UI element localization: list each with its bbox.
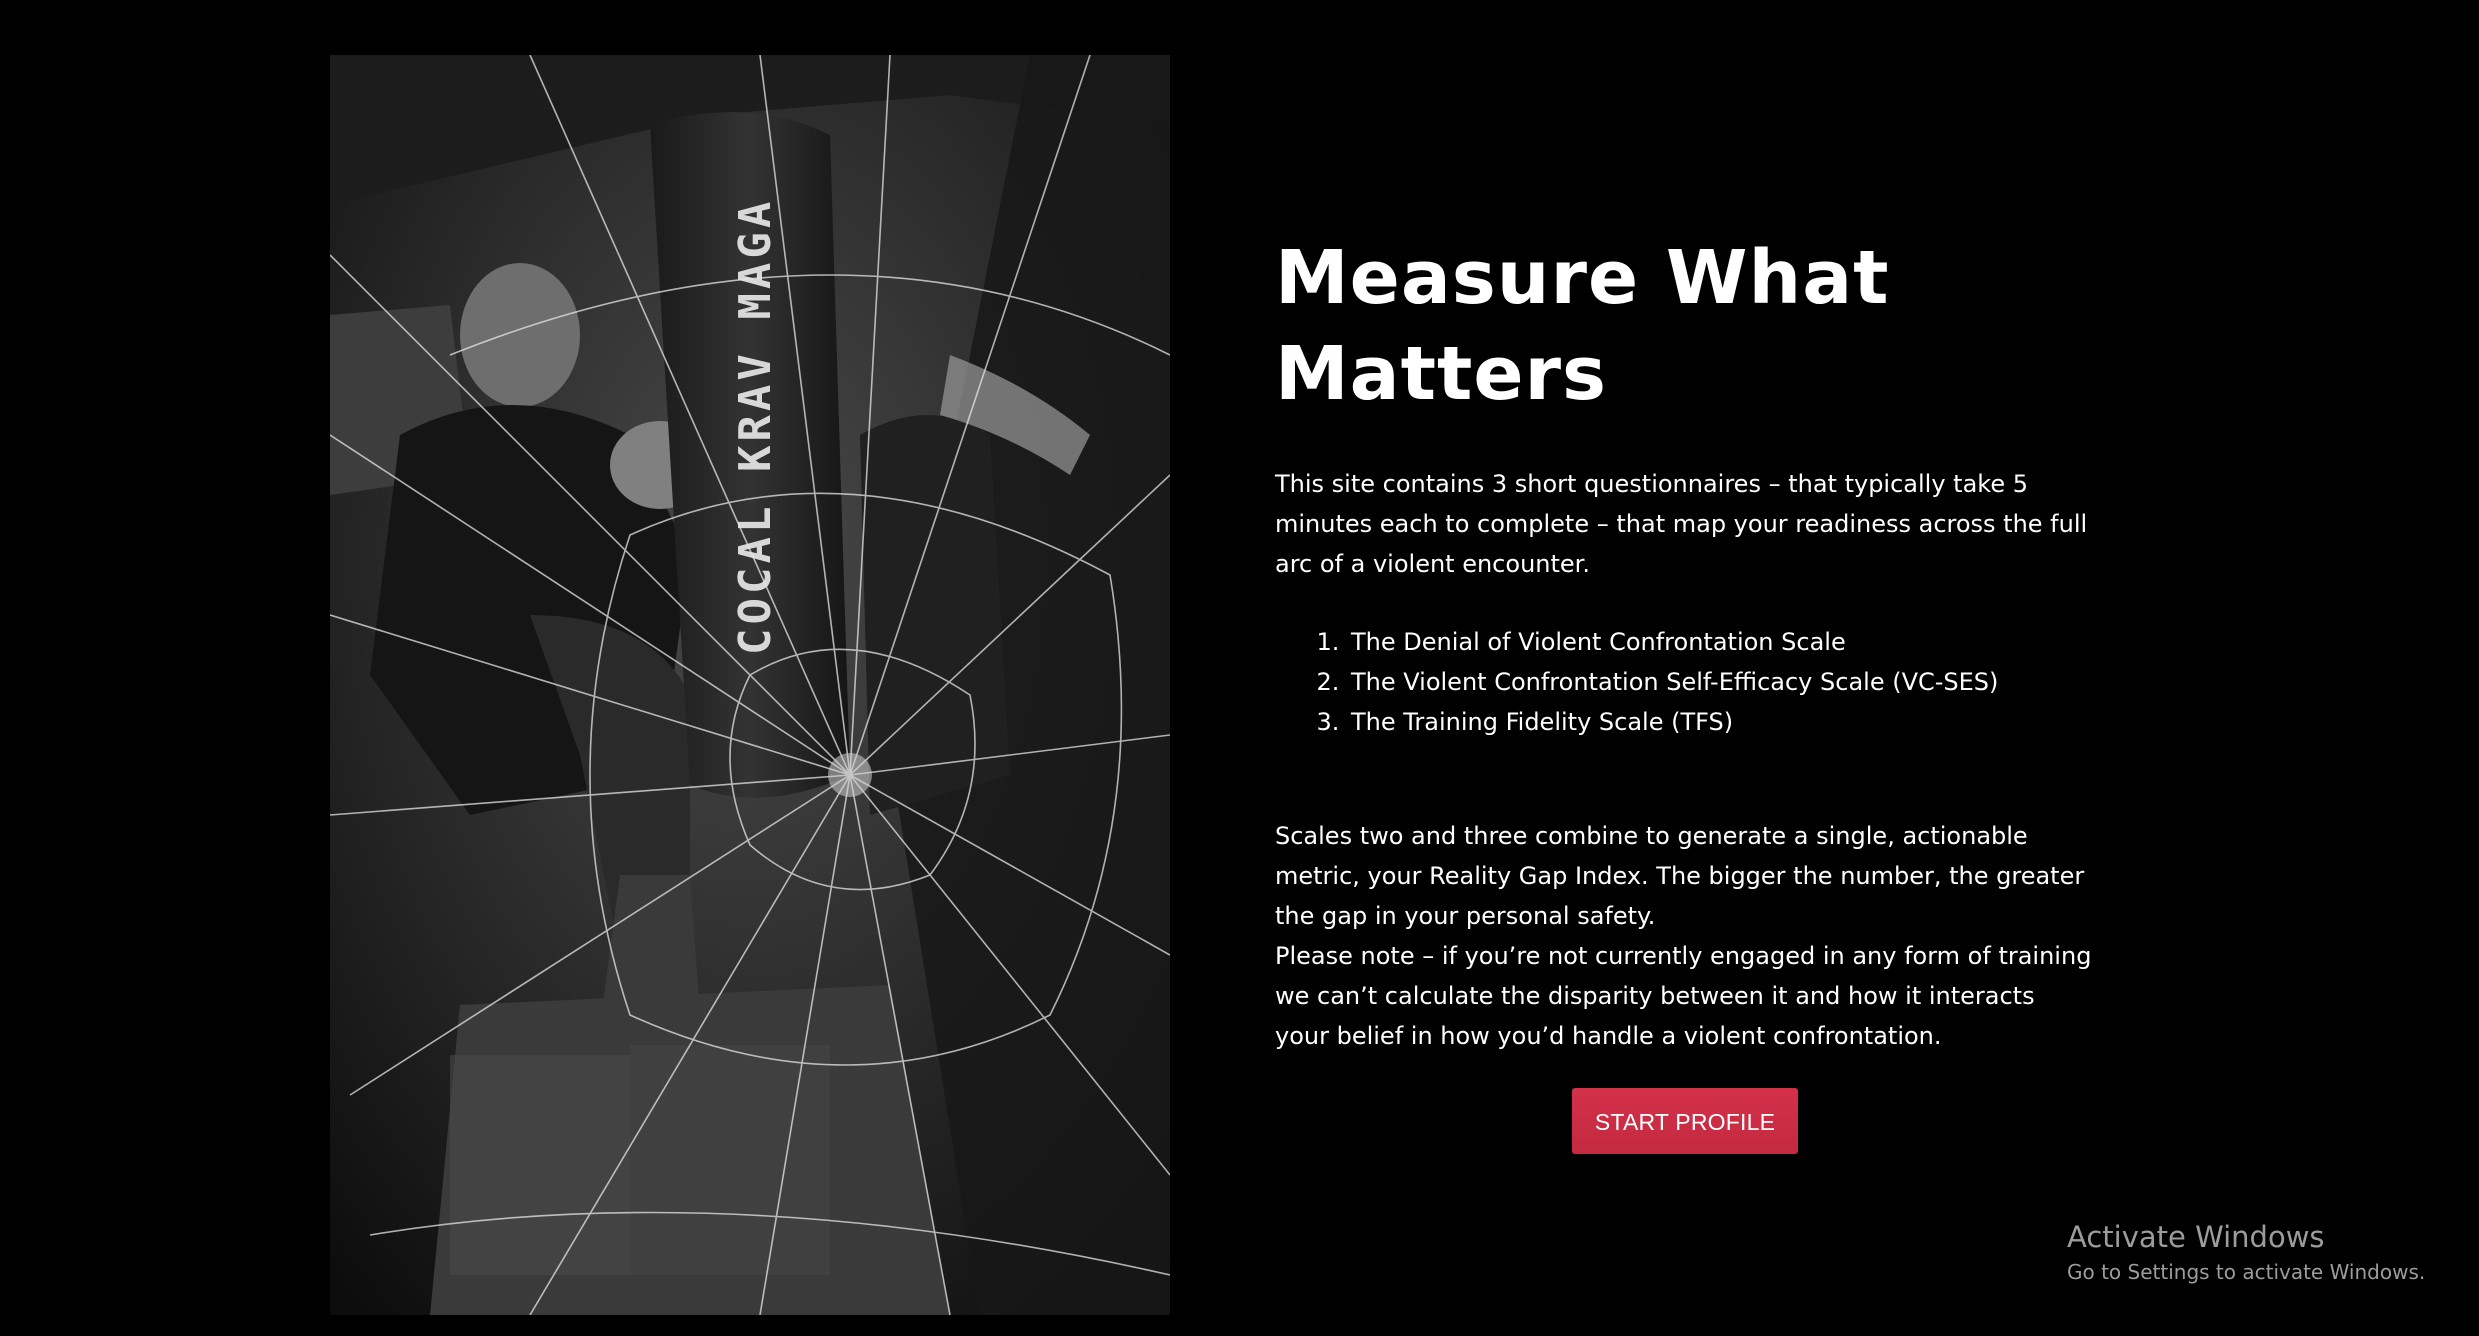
list-item: 2. The Violent Confrontation Self-Efficacy Scale (VC-SES) [1347, 662, 2095, 702]
watermark-title: Activate Windows [2067, 1220, 2325, 1254]
krav-maga-photo-image [330, 55, 1170, 1315]
scale-list [1275, 622, 2095, 742]
reality-gap-text: Scales two and three combine to generate a single, actionable metric, your Reality Gap Index. The bigger the number, the greater the gap in your personal safety. [1275, 822, 2085, 930]
cta-wrapper [1275, 1088, 2095, 1154]
watermark-subtitle: Go to Settings to activate Windows. [2067, 1260, 2426, 1284]
intro-section [1275, 230, 2095, 1154]
intro-text: This site contains 3 short questionnaires – that typically take 5 minutes each to complete – that map your readiness across the full arc of a violent encounter. [1275, 470, 2088, 578]
hero-photo [330, 55, 1170, 1315]
list-item: 1. The Denial of Violent Confrontation Scale [1347, 622, 2095, 662]
bag-lettering: COCAL KRAV MAGA [730, 197, 781, 655]
start-profile-button[interactable]: START PROFILE [1572, 1088, 1798, 1154]
list-item: 3. The Training Fidelity Scale (TFS) [1347, 702, 2095, 742]
windows-activation-watermark [2067, 1217, 2425, 1287]
page-title: Measure What Matters [1275, 235, 1890, 417]
training-note-text: Please note – if you’re not currently engaged in any form of training we can’t calculate the disparity between it and how it interacts your belief in how you’d handle a violent confrontation. [1275, 942, 2092, 1050]
